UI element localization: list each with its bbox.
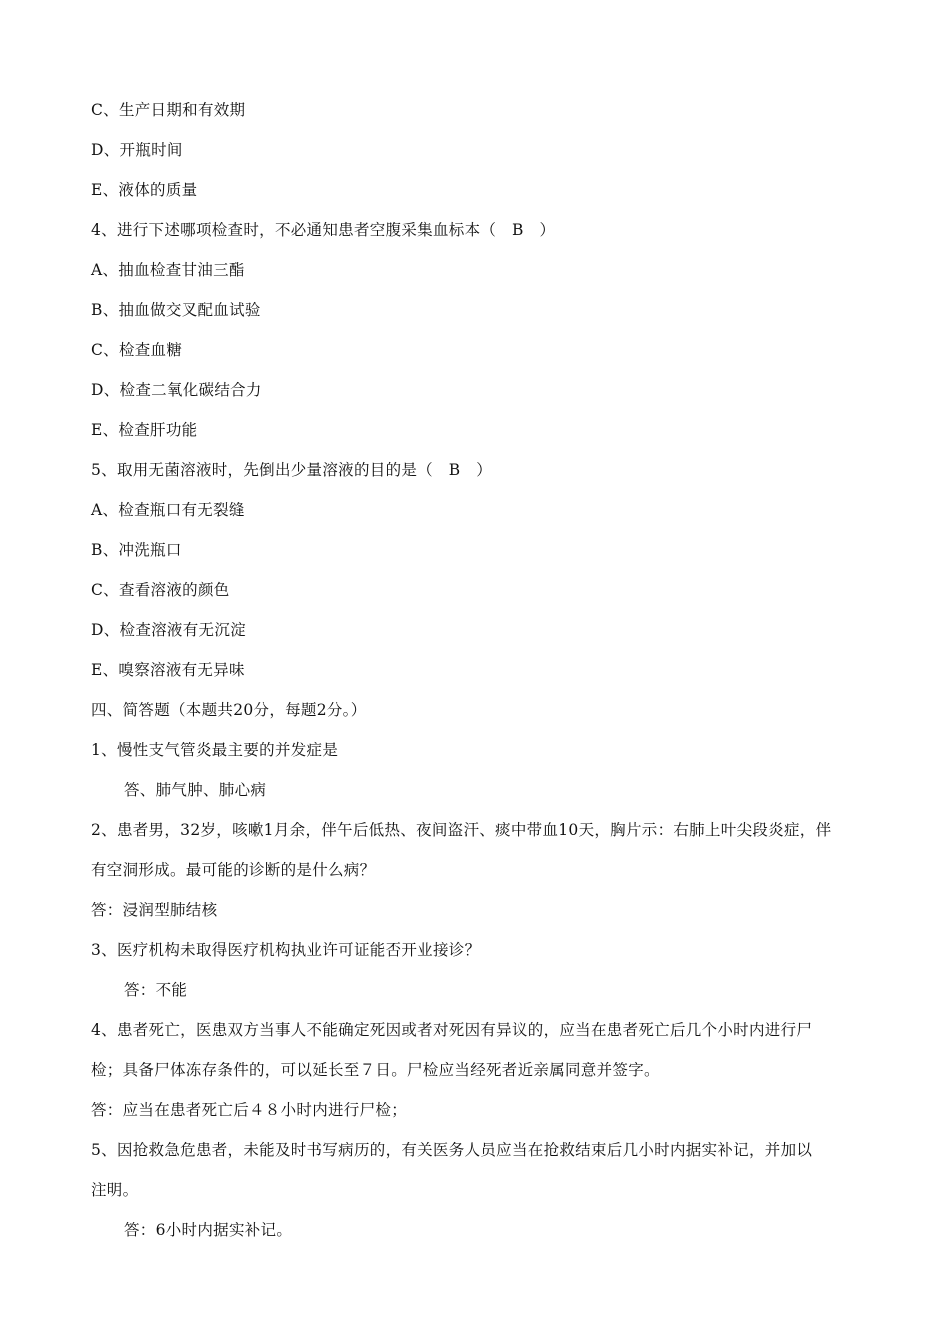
short-answer-1: 答、肺气肿、肺心病 <box>124 781 267 799</box>
option-q4-d: D、检查二氧化碳结合力 <box>91 381 262 399</box>
option-q5-c: C、查看溶液的颜色 <box>91 581 230 599</box>
option-q3-c: C、生产日期和有效期 <box>91 101 246 119</box>
short-question-1: 1、慢性支气管炎最主要的并发症是 <box>91 741 339 759</box>
option-q4-a: A、抽血检查甘油三酯 <box>91 261 245 279</box>
short-question-5-line-1: 5、因抢救急危患者，未能及时书写病历的，有关医务人员应当在抢救结束后几小时内据实补记，并加以 <box>91 1141 813 1159</box>
option-q4-c: C、检查血糖 <box>91 341 183 359</box>
short-answer-3: 答：不能 <box>124 981 188 999</box>
option-q5-e: E、嗅察溶液有无异味 <box>91 661 245 679</box>
short-question-3: 3、医疗机构未取得医疗机构执业许可证能否开业接诊？ <box>91 941 481 959</box>
short-question-2-line-1: 2、患者男，32岁，咳嗽1月余，伴午后低热、夜间盗汗、痰中带血10天，胸片示：右肺上叶尖段炎症，伴 <box>91 821 832 839</box>
short-answer-4: 答：应当在患者死亡后４８小时内进行尸检； <box>91 1101 408 1119</box>
section-heading: 四、简答题（本题共20分，每题2分。） <box>91 701 367 719</box>
short-question-4-line-2: 检；具备尸体冻存条件的，可以延长至７日。尸检应当经死者近亲属同意并签字。 <box>91 1061 660 1079</box>
short-question-2-line-2: 有空洞形成。最可能的诊断的是什么病？ <box>91 861 376 879</box>
option-q5-d: D、检查溶液有无沉淀 <box>91 621 246 639</box>
option-q4-b: B、抽血做交叉配血试验 <box>91 301 261 319</box>
short-question-5-line-2: 注明。 <box>91 1181 139 1199</box>
short-answer-2: 答：浸润型肺结核 <box>91 901 218 919</box>
option-q4-e: E、检查肝功能 <box>91 421 198 439</box>
option-q5-a: A、检查瓶口有无裂缝 <box>91 501 245 519</box>
option-q3-e: E、液体的质量 <box>91 181 198 199</box>
question-5: 5、取用无菌溶液时，先倒出少量溶液的目的是（ B ） <box>91 461 493 479</box>
option-q5-b: B、冲洗瓶口 <box>91 541 182 559</box>
option-q3-d: D、开瓶时间 <box>91 141 183 159</box>
question-4: 4、进行下述哪项检查时，不必通知患者空腹采集血标本（ B ） <box>91 221 556 239</box>
short-question-4-line-1: 4、患者死亡，医患双方当事人不能确定死因或者对死因有异议的，应当在患者死亡后几个小时内进行尸 <box>91 1021 813 1039</box>
short-answer-5: 答：6小时内据实补记。 <box>124 1221 293 1239</box>
